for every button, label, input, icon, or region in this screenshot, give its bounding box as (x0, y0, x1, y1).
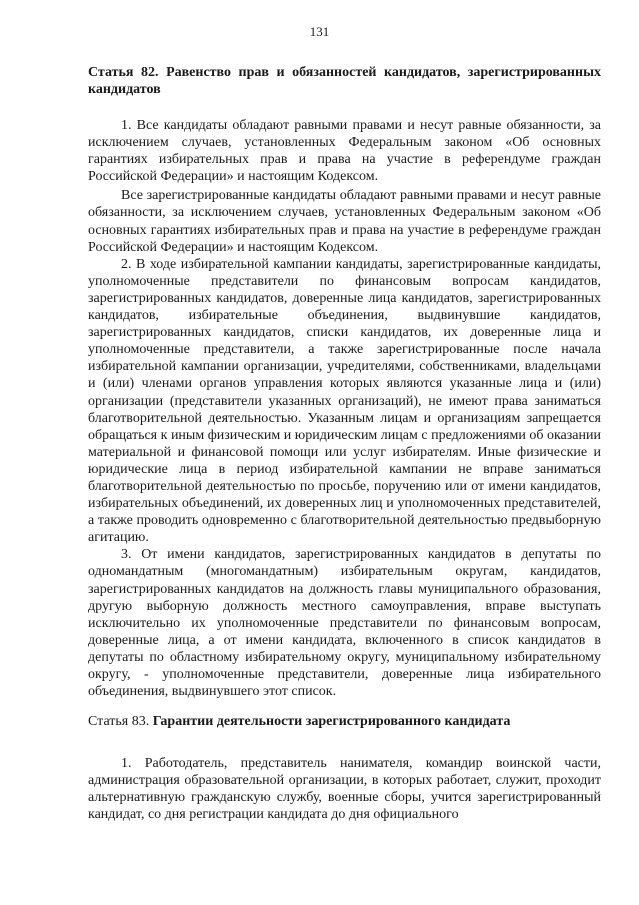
article-83-body (88, 755, 601, 823)
article-83-heading (88, 713, 601, 730)
article-83-prefix: Статья 83. (88, 714, 150, 729)
article-82-title: Равенство прав и обязанностей кандидатов, зарегистрированных кандидатов (88, 65, 601, 97)
paragraph: Все зарегистрированные кандидаты обладают равными правами и несут равные обязанности, за исключением случаев, установленных Федеральным законом «Об основных гарантиях избирательных прав и права на участие в референдуме граждан Российской Федерации» и настоящим Кодексом. (88, 188, 601, 255)
page-number: 131 (309, 24, 330, 39)
paragraph: 3. От имени кандидатов, зарегистрированных кандидатов в депутаты по одномандатным (многомандатным) избирательным округам, кандидатов, зарегистрированных кандидатов на должность главы муниципального образования, другую выборную должность местного самоуправления, вправе выступать исключительно их уполномоченные представители по финансовым вопросам, доверенные лица, а от имени кандидата, включенного в список кандидатов в депутаты по областному избирательному округу, муниципальному избирательному округу, - уполномоченные представители, доверенные лица избирательного объединения, выдвинувшего этот список. (88, 547, 601, 700)
paragraph: 2. В ходе избирательной кампании кандидаты, зарегистрированные кандидаты, уполномоченные представители по финансовым вопросам кандидатов, зарегистрированных кандидатов, доверенные лица кандидатов, зарегистрированных кандидатов, избирательные объединения, выдвинувшие кандидатов, зарегистрированных кандидатов, списки кандидатов, их доверенные лица и уполномоченные представители, а также зарегистрированные после начала избирательной кампании организации, учредителями, собственниками, владельцами и (или) членами органов управления которых являются указанные лица и (или) организации (представители указанных организаций), не имеют права заниматься благотворительной деятельностью. Указанным лицам и организациям запрещается обращаться к иным физическим и юридическим лицам с предложениями об оказании материальной и финансовой помощи или услуг избирателям. Иные физические и юридические лица в период избирательной кампании не вправе заниматься благотворительной деятельностью по просьбе, поручению или от имени кандидатов, избирательных объединений, их доверенных лиц и уполномоченных представителей, а также проводить одновременно с благотворительной деятельностью предвыборную агитацию. (88, 256, 601, 546)
article-82-prefix: Статья 82. (88, 65, 159, 80)
article-83-title: Гарантии деятельности зарегистрированного кандидата (152, 714, 511, 729)
paragraph: 1. Работодатель, представитель нанимателя, командир воинской части, администрация образовательной организации, в которых работает, служит, проходит альтернативную гражданскую службу, военные сборы, учится зарегистрированный кандидат, со дня регистрации кандидата до дня официального (88, 756, 601, 823)
article-82-heading (88, 64, 601, 98)
article-82-body (88, 117, 601, 700)
paragraph: 1. Все кандидаты обладают равными правами и несут равные обязанности, за исключением случаев, установленных Федеральным законом «Об основных гарантиях избирательных прав и права на участие в референдуме граждан Российской Федерации» и настоящим Кодексом. (88, 118, 601, 185)
